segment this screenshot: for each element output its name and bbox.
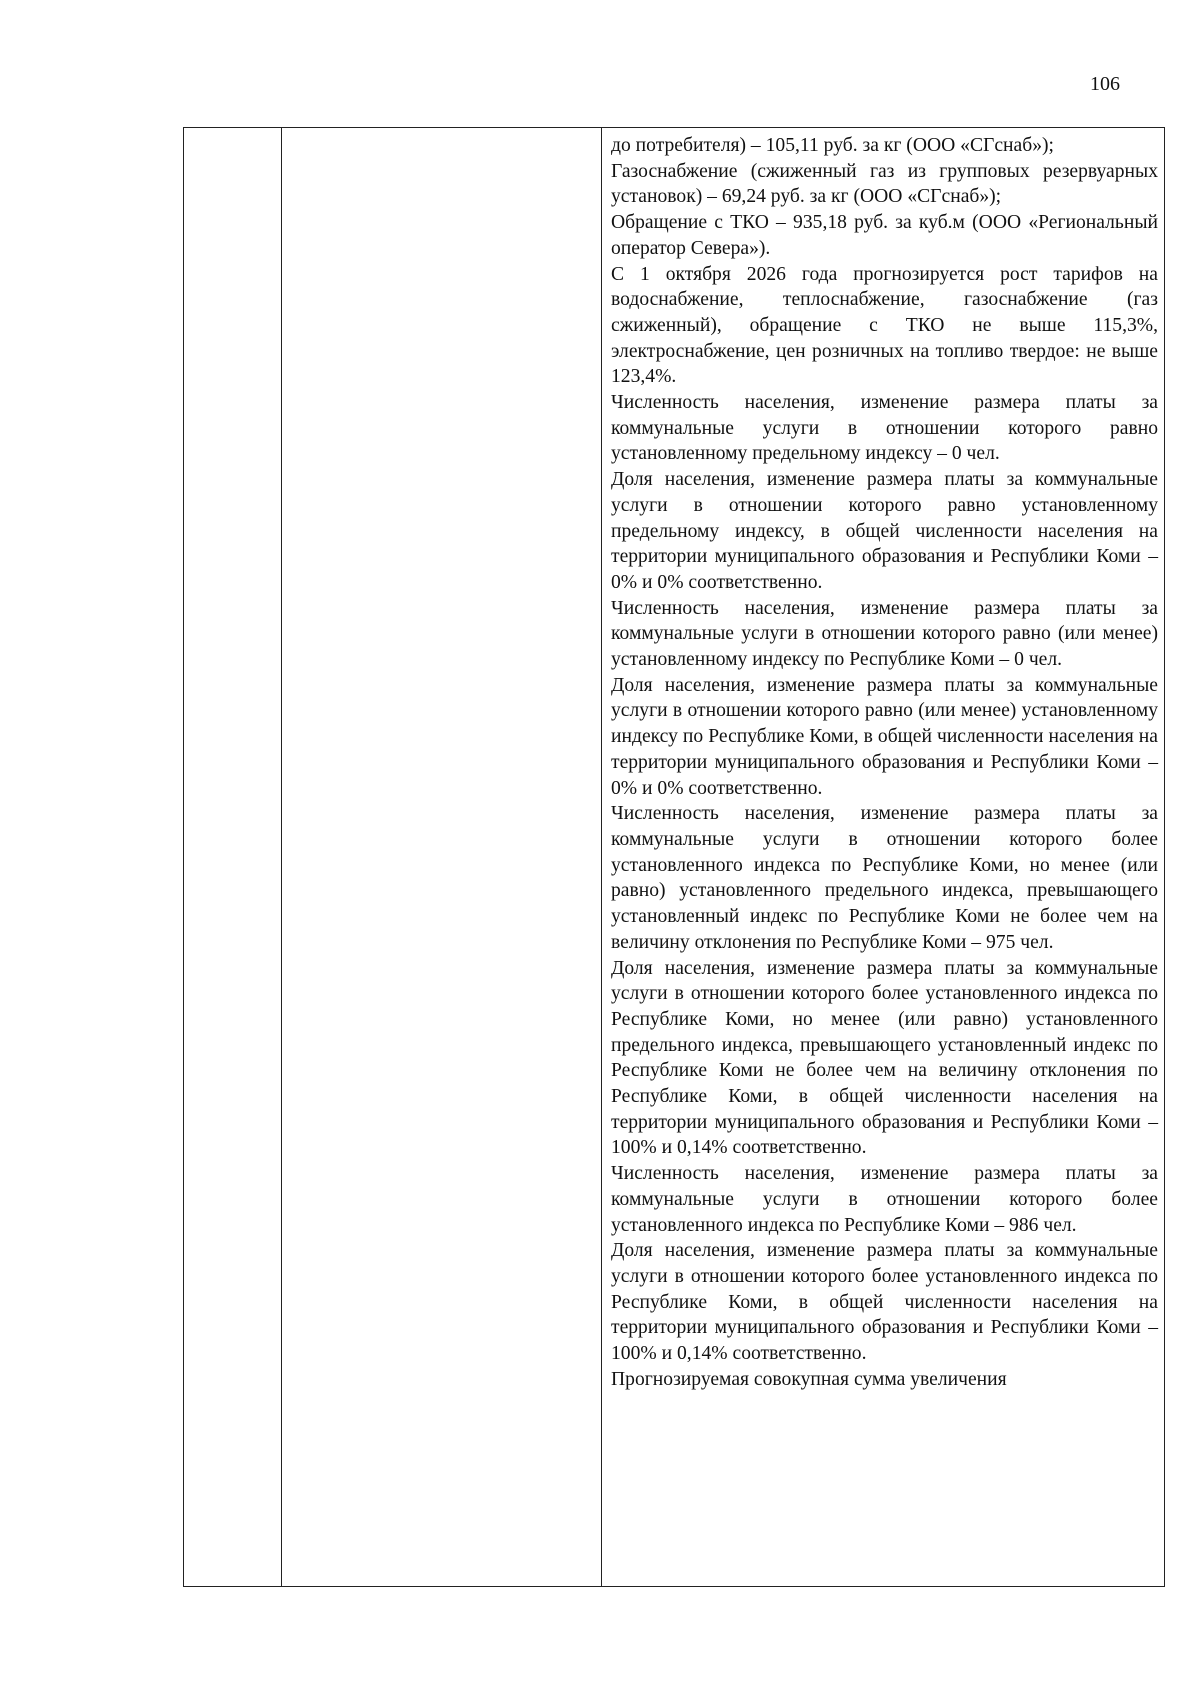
paragraph: Численность населения, изменение размера платы за коммунальные услуги в отношении которого равно (или менее) установленному индексу по Республике Коми – 0 чел.	[611, 597, 1158, 671]
document-table	[183, 127, 1165, 1587]
paragraph: Доля населения, изменение размера платы за коммунальные услуги в отношении которого более установленного индекса по Республике Коми, но менее (или равно) установленного предельного индекса, превышающего установленный индекс по Республике Коми не более чем на величину отклонения по Республике Коми, в общей численности населения на территории муниципального образования и Республики Коми – 100% и 0,14% соответственно.	[611, 957, 1158, 1159]
table-cell-indicator	[282, 128, 602, 1587]
paragraph: Доля населения, изменение размера платы за коммунальные услуги в отношении которого равно (или менее) установленному индексу по Республике Коми, в общей численности населения на территории муниципального образования и Республики Коми – 0% и 0% соответственно.	[611, 674, 1158, 799]
cell-number-text	[184, 128, 281, 133]
paragraph: до потребителя) – 105,11 руб. за кг (ООО «СГснаб»);	[611, 135, 1054, 156]
table-cell-number	[184, 128, 282, 1587]
paragraph: Численность населения, изменение размера платы за коммунальные услуги в отношении которого равно установленному предельному индексу – 0 чел.	[611, 392, 1158, 465]
paragraph: Газоснабжение (сжиженный газ из групповых резервуарных установок) – 69,24 руб. за кг (ООО «СГснаб»);	[611, 160, 1158, 208]
table-cell-description	[602, 128, 1165, 1587]
paragraph: Численность населения, изменение размера платы за коммунальные услуги в отношении которого более установленного индекса по Республике Коми, но менее (или равно) установленного предельного индекса, превышающего установленный индекс по Республике Коми не более чем на величину отклонения по Республике Коми – 975 чел.	[611, 803, 1158, 953]
page-number: 106	[1090, 73, 1120, 95]
paragraph: Прогнозируемая совокупная сумма увеличения	[611, 1368, 1007, 1390]
paragraph: Численность населения, изменение размера платы за коммунальные услуги в отношении которого более установленного индекса по Республике Коми – 986 чел.	[611, 1163, 1158, 1236]
paragraph: С 1 октября 2026 года прогнозируется рост тарифов на водоснабжение, теплоснабжение, газоснабжение (газ сжиженный), обращение с ТКО не выше 115,3%, электроснабжение, цен розничных на топливо твердое: не выше 123,4%.	[611, 263, 1158, 388]
paragraph: Обращение с ТКО – 935,18 руб. за куб.м (ООО «Региональный оператор Севера»).	[611, 212, 1158, 259]
paragraph: Доля населения, изменение размера платы за коммунальные услуги в отношении которого более установленного индекса по Республике Коми, в общей численности населения на территории муниципального образования и Республики Коми – 100% и 0,14% соответственно.	[611, 1240, 1158, 1365]
description-text	[602, 128, 1164, 1392]
cell-indicator-text	[282, 128, 601, 133]
table-row	[184, 128, 1165, 1587]
paragraph: Доля населения, изменение размера платы за коммунальные услуги в отношении которого равно установленному предельному индексу, в общей численности населения на территории муниципального образования и Республики Коми – 0% и 0% соответственно.	[611, 469, 1158, 593]
